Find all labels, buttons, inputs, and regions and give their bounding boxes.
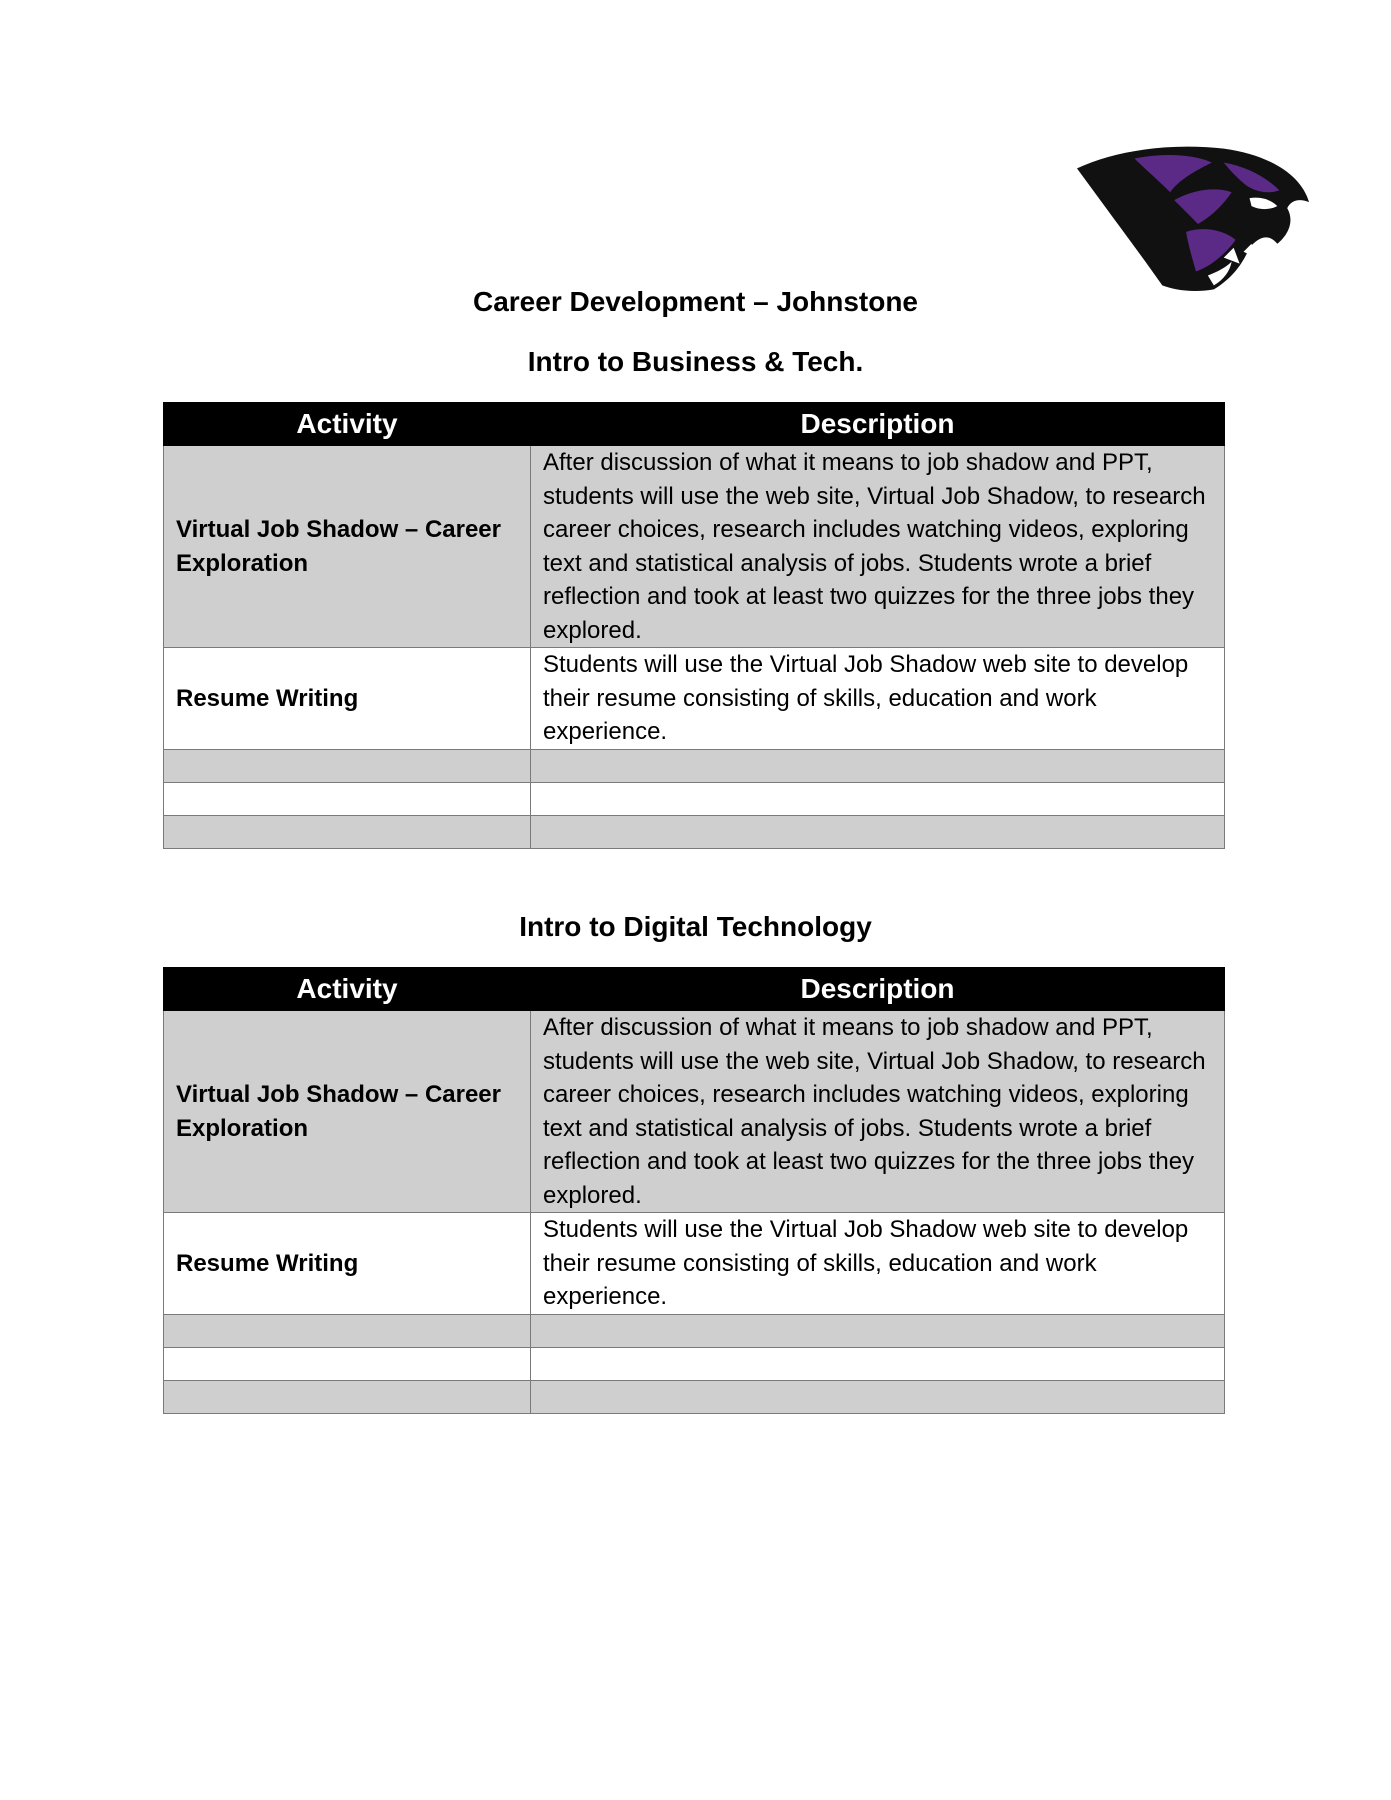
section-title: Intro to Business & Tech. [527, 346, 864, 377]
table-row [164, 782, 1225, 815]
column-header-description: Description [531, 403, 1225, 446]
activity-cell [164, 1347, 531, 1380]
description-cell [531, 815, 1225, 848]
table-row [164, 1314, 1225, 1347]
description-cell [531, 1347, 1225, 1380]
activity-cell [164, 1380, 531, 1413]
description-cell [531, 749, 1225, 782]
description-cell [531, 782, 1225, 815]
page-title: Career Development – Johnstone [472, 286, 919, 317]
table-row [164, 1347, 1225, 1380]
activity-cell [164, 1314, 531, 1347]
panther-mascot-logo [1075, 140, 1313, 296]
table-row [164, 1380, 1225, 1413]
description-cell [531, 1314, 1225, 1347]
description-cell: Students will use the Virtual Job Shadow web site to develop their resume consisting of skills, education and work experience. [531, 648, 1225, 750]
activity-cell: Resume Writing [164, 1213, 531, 1315]
activity-cell [164, 782, 531, 815]
activity-cell: Resume Writing [164, 648, 531, 750]
column-header-description: Description [531, 968, 1225, 1011]
activity-table [163, 967, 1225, 1414]
table-row [164, 446, 1225, 648]
table-row [164, 815, 1225, 848]
table-row [164, 749, 1225, 782]
section-title: Intro to Digital Technology [519, 911, 872, 942]
table-row [164, 1011, 1225, 1213]
description-cell [531, 1380, 1225, 1413]
activity-table [163, 402, 1225, 849]
activity-cell [164, 815, 531, 848]
table-header-row [164, 968, 1225, 1011]
activity-cell: Virtual Job Shadow – Career Exploration [164, 1011, 531, 1213]
activity-cell: Virtual Job Shadow – Career Exploration [164, 446, 531, 648]
description-cell: After discussion of what it means to job shadow and PPT, students will use the web site, Virtual Job Shadow, to research career choices, research includes watching videos, exploring text and statistical analysis of jobs. Students wrote a brief reflection and took at least two quizzes for the three jobs they explored. [531, 446, 1225, 648]
table-row [164, 1213, 1225, 1315]
activity-cell [164, 749, 531, 782]
description-cell: Students will use the Virtual Job Shadow web site to develop their resume consisting of skills, education and work experience. [531, 1213, 1225, 1315]
table-header-row [164, 403, 1225, 446]
description-cell: After discussion of what it means to job shadow and PPT, students will use the web site, Virtual Job Shadow, to research career choices, research includes watching videos, exploring text and statistical analysis of jobs. Students wrote a brief reflection and took at least two quizzes for the three jobs they explored. [531, 1011, 1225, 1213]
column-header-activity: Activity [164, 403, 531, 446]
table-row [164, 648, 1225, 750]
column-header-activity: Activity [164, 968, 531, 1011]
